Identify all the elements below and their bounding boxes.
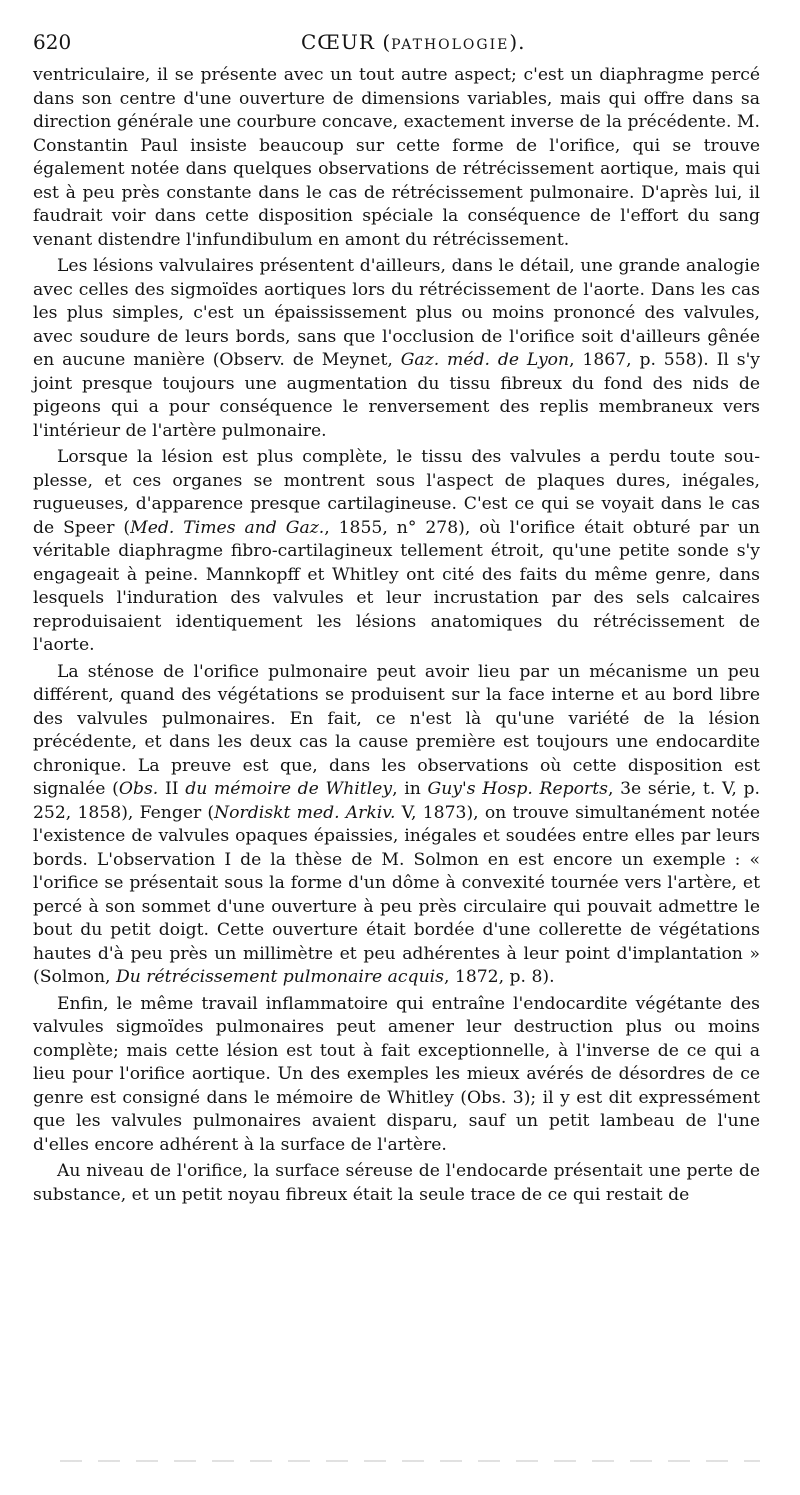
page-header [33,30,760,58]
paragraph [33,255,760,443]
paragraph [33,446,760,658]
italic-citation: Obs. [118,779,159,799]
paragraph [33,661,760,990]
text-run: Les lésions valvulaires présentent d'ailleurs, dans le détail, une grande analogie avec celles des sigmoïdes aortiques lors du rétrécissement de l'aorte. Dans les cas les plus simples, c'est un épaississement plus ou moins prononcé des valvules, avec soudure de leurs bords, sans que l'occlusion de l'orifice soit d'ailleurs gênée en aucune manière (Observ. de Meynet, [33,256,760,370]
paragraph [33,64,760,252]
text-run: Au niveau de l'orifice, la surface séreuse de l'endocarde présentait une perte de substance, et un petit noyau fibreux était la seule trace de ce qui restait de [33,1161,760,1205]
body-text [33,64,760,1210]
text-run: , 3e série, t. V, p. 252, 1858), Fenger ( [33,779,760,823]
text-run: , 1872, p. 8). [443,967,555,987]
italic-citation: du mémoire de Whitley [185,779,393,799]
italic-citation: Guy's Hosp. Reports [427,779,608,799]
text-run: ventriculaire, il se présente avec un tout autre aspect; c'est un diaphragme percé dans son centre d'une ouverture de dimensions variables, mais qui offre dans sa direction générale une courbure concave, exactement inverse de la précédente. M. Constantin Paul insiste beaucoup sur cette forme de l'orifice, qui se trouve également notée dans quelques observations de rétrécissement aortique, mais qui est à peu près constante dans le cas de rétrécissement pulmonaire. D'après lui, il faudrait voir dans cette disposition spéciale la conséquence de l'effort du sang venant distendre l'infundibulum en amont du rétrécissement. [33,65,760,250]
running-title [301,30,526,54]
page-number: 620 [33,30,72,54]
text-run: , in [392,779,428,799]
footer-bleed-through [60,1460,760,1462]
text-run: II [158,779,186,799]
running-title-main: CŒUR ( [301,30,392,54]
text-run: Enfin, le même travail inflammatoire qui entraîne l'endocardite végétante des valvules sigmoïdes pulmonaires peut amener leur destruction plus ou moins complète; mais cette lésion est tout à fait exceptionnelle, à l'inverse de ce qui a lieu pour l'orifice aortique. Un des exemples les mieux avérés de désordres de ce genre est consigné dans le mémoire de Whitley (Obs. 3); il y est dit expressément que les valvules pulmonaires avaient disparu, sauf un petit lambeau de l'une d'elles encore adhérent à la surface de l'artère. [33,993,760,1155]
paragraph [33,1160,760,1207]
text-run: , 1867, p. 558). Il s'y joint presque toujours une augmentation du tissu fibreux du fond des nids de pigeons qui a pour conséquence le renversement des replis membraneux vers l'intérieur de l'artère pulmonaire. [33,350,761,441]
text-run: Lorsque la lésion est plus complète, le tissu des valvules a perdu toute souplesse, et ces organes se montrent sous l'aspect de plaques dures, inégales, rugueuses, d'apparence presque cartilagineuse. C'est ce qui se voyait dans le cas de Speer ( [33,447,760,538]
italic-citation: Du rétrécissement pulmonaire acquis [115,967,444,987]
text-run: V, 1873), on trouve simultanément notée l'existence de valvules opaques épaissies, inégales et soudées entre elles par leurs bords. L'observation I de la thèse de M. Solmon en est encore un exemple : « l'orifice se présentait sous la forme d'un dôme à convexité tournée vers l'artère, et percé à son sommet d'une ouverture à peu près circulaire qui pouvait admettre le bout du petit doigt. Cette ouverture était bordée d'une collerette de végétations hautes d'à peu près un millimètre et peu adhérentes à leur point d'implantation » (Solmon, [33,802,761,987]
running-title-subject: PATHOLOGIE [391,37,510,53]
italic-citation: Gaz. méd. de Lyon [400,350,570,370]
italic-citation: Med. Times and Gaz. [130,517,325,538]
italic-citation: Nordiskt med. Arkiv. [214,802,396,823]
running-title-close: ). [509,30,526,54]
text-run: La sténose de l'orifice pulmonaire peut avoir lieu par un mécanisme un peu différent, quand des végétations se produisent sur la face interne et au bord libre des valvules pulmonaires. En fait, ce n'est là qu'une variété de la lésion précédente, et dans les deux cas la cause première est toujours une endocardite chronique. La preuve est que, dans les observations où cette disposition est signalée ( [33,661,760,799]
text-run: , 1855, n° 278), où l'orifice était obturé par un véritable diaphragme fibro-cartilagineux tellement étroit, qu'une petite sonde s'y engageait à peine. Mannkopff et Whitley ont cité des faits du même genre, dans lesquels l'induration des valvules et leur incrustation par des sels calcaires reproduisaient identiquement les lésions anatomiques du rétrécissement de l'aorte. [33,517,760,655]
paragraph [33,993,760,1158]
